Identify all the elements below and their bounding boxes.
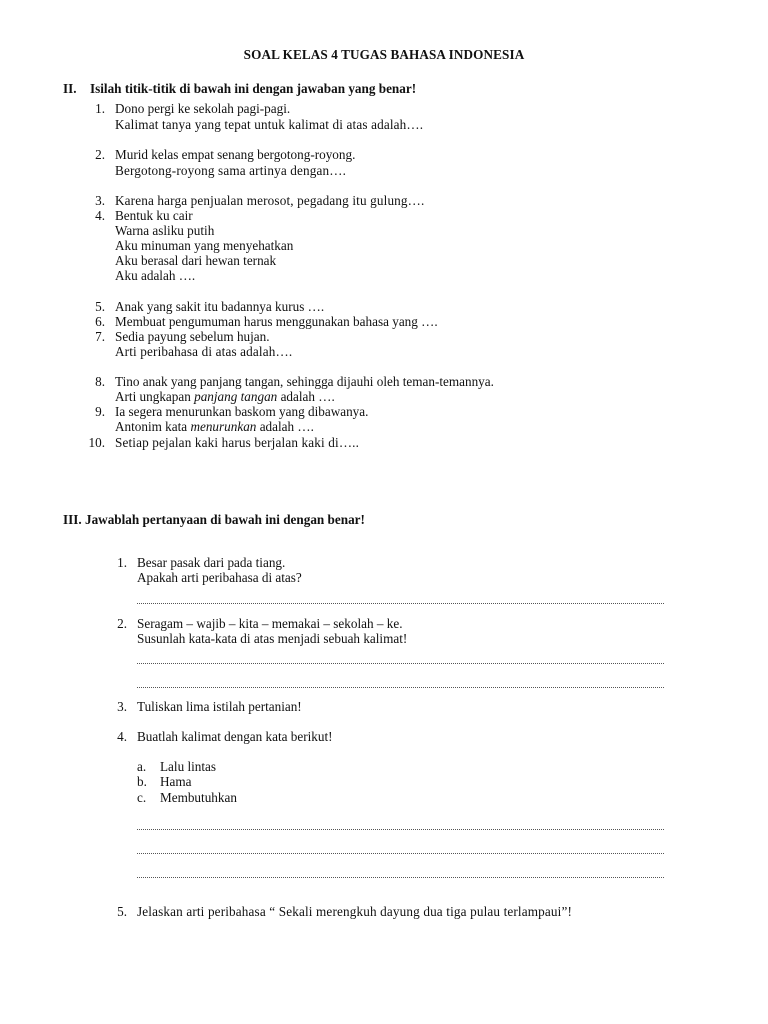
question-text: Membuat pengumuman harus menggunakan bahasa yang …. <box>115 314 438 329</box>
question-text: Buatlah kalimat dengan kata berikut! <box>137 729 333 744</box>
sub-item-letter: a. <box>137 759 147 774</box>
question-number: 3. <box>117 699 127 714</box>
question-text: Anak yang sakit itu badannya kurus …. <box>115 299 325 314</box>
sub-item-letter: c. <box>137 790 147 805</box>
question-text: Jelaskan arti peribahasa “ Sekali merengkuh dayung dua tiga pulau terlampaui”! <box>137 904 573 919</box>
question-text: Setiap pejalan kaki harus berjalan kaki di….. <box>115 435 360 450</box>
section-2-title: Isilah titik-titik di bawah ini dengan jawaban yang benar! <box>90 81 417 96</box>
question-text: Aku minuman yang menyehatkan <box>115 238 294 253</box>
section-2-heading <box>63 81 416 97</box>
question-number: 4. <box>95 208 105 223</box>
question-text: Arti ungkapan panjang tangan adalah …. <box>115 389 335 404</box>
emphasized-phrase: menurunkan <box>190 419 257 434</box>
answer-line[interactable] <box>137 663 664 664</box>
question-number: 9. <box>95 404 105 419</box>
question-text: Besar pasak dari pada tiang. <box>137 555 286 570</box>
answer-line[interactable] <box>137 877 664 878</box>
question-text: Apakah arti peribahasa di atas? <box>137 570 302 585</box>
question-text: Murid kelas empat senang bergotong-royong. <box>115 147 356 162</box>
question-text: Arti peribahasa di atas adalah…. <box>115 344 293 359</box>
answer-line[interactable] <box>137 853 664 854</box>
question-text: Antonim kata menurunkan adalah …. <box>115 419 314 434</box>
question-number: 3. <box>95 193 105 208</box>
section-2-number: II. <box>63 81 77 96</box>
question-text: Bentuk ku cair <box>115 208 193 223</box>
question-number: 5. <box>95 299 105 314</box>
emphasized-phrase: panjang tangan <box>194 389 278 404</box>
question-number: 6. <box>95 314 105 329</box>
answer-line[interactable] <box>137 687 664 688</box>
question-text: Kalimat tanya yang tepat untuk kalimat di atas adalah…. <box>115 117 424 132</box>
question-number: 5. <box>117 904 127 919</box>
question-number: 4. <box>117 729 127 744</box>
question-number: 2. <box>95 147 105 162</box>
question-text: Karena harga penjualan merosot, pegadang itu gulung…. <box>115 193 425 208</box>
question-number: 1. <box>95 101 105 116</box>
question-text: Tuliskan lima istilah pertanian! <box>137 699 302 714</box>
question-text: Aku adalah …. <box>115 268 196 283</box>
question-number: 10. <box>88 435 105 450</box>
question-text: Tino anak yang panjang tangan, sehingga dijauhi oleh teman-temannya. <box>115 374 494 389</box>
answer-line[interactable] <box>137 829 664 830</box>
sub-item-text: Hama <box>160 774 192 789</box>
question-number: 2. <box>117 616 127 631</box>
question-text: Dono pergi ke sekolah pagi-pagi. <box>115 101 291 116</box>
question-number: 1. <box>117 555 127 570</box>
question-text: Ia segera menurunkan baskom yang dibawanya. <box>115 404 369 419</box>
question-text: Susunlah kata-kata di atas menjadi sebuah kalimat! <box>137 631 408 646</box>
sub-item-letter: b. <box>137 774 147 789</box>
question-text: Seragam – wajib – kita – memakai – sekolah – ke. <box>137 616 403 631</box>
question-text: Bergotong-royong sama artinya dengan…. <box>115 163 347 178</box>
question-text: Sedia payung sebelum hujan. <box>115 329 270 344</box>
section-3-heading: III. Jawablah pertanyaan di bawah ini dengan benar! <box>63 512 365 527</box>
sub-item-text: Lalu lintas <box>160 759 217 774</box>
question-text: Aku berasal dari hewan ternak <box>115 253 277 268</box>
question-number: 8. <box>95 374 105 389</box>
question-text: Warna asliku putih <box>115 223 215 238</box>
page-title: SOAL KELAS 4 TUGAS BAHASA INDONESIA <box>243 47 525 62</box>
question-number: 7. <box>95 329 105 344</box>
sub-item-text: Membutuhkan <box>160 790 237 805</box>
answer-line[interactable] <box>137 603 664 604</box>
